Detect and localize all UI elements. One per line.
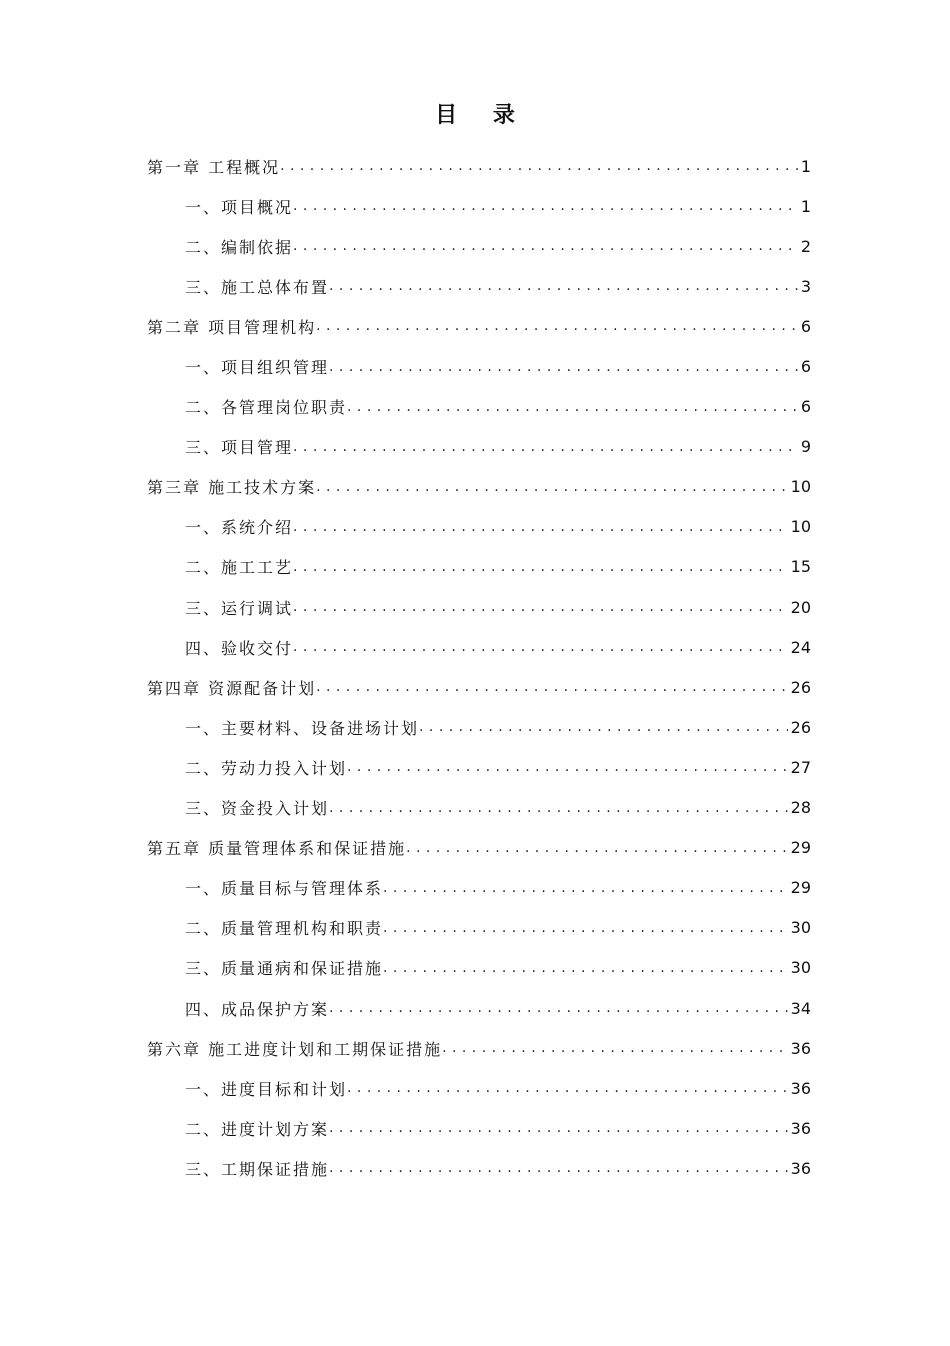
toc-dot-leader	[406, 838, 788, 858]
toc-dot-leader	[316, 677, 788, 697]
toc-dot-leader	[280, 156, 798, 176]
toc-chapter-entry[interactable]	[147, 306, 811, 346]
toc-page-number: 20	[790, 597, 811, 617]
toc-page-number: 36	[790, 1158, 811, 1178]
toc-section-entry[interactable]	[147, 507, 811, 547]
toc-page-number: 29	[790, 838, 811, 858]
toc-entry-label: 一、项目概况	[185, 197, 294, 217]
toc-entry-label: 三、运行调试	[185, 598, 294, 618]
toc-section-entry[interactable]	[147, 186, 811, 226]
toc-dot-leader	[383, 878, 788, 898]
toc-dot-leader	[347, 397, 798, 417]
toc-page-number: 26	[790, 677, 811, 697]
toc-title: 目 录	[435, 103, 529, 128]
toc-page-number: 36	[790, 1078, 811, 1098]
toc-page-number: 3	[800, 276, 811, 296]
toc-chapter-entry[interactable]	[147, 467, 811, 507]
toc-dot-leader	[347, 757, 788, 777]
toc-chapter-entry[interactable]	[147, 1028, 811, 1068]
toc-dot-leader	[329, 276, 798, 296]
toc-page-number: 30	[790, 958, 811, 978]
toc-section-entry[interactable]	[147, 707, 811, 747]
toc-page-number: 15	[790, 557, 811, 577]
toc-section-entry[interactable]	[147, 226, 811, 266]
toc-page-number: 2	[800, 236, 811, 256]
toc-page-number: 10	[790, 477, 811, 497]
toc-section-entry[interactable]	[147, 627, 811, 667]
toc-section-entry[interactable]	[147, 868, 811, 908]
toc-dot-leader	[293, 437, 798, 457]
toc-dot-leader	[293, 597, 788, 617]
toc-page-number: 30	[790, 918, 811, 938]
toc-chapter-entry[interactable]	[147, 146, 811, 186]
toc-dot-leader	[347, 1078, 788, 1098]
toc-dot-leader	[329, 1118, 788, 1138]
toc-page-number: 6	[800, 397, 811, 417]
toc-section-entry[interactable]	[147, 547, 811, 587]
toc-entry-label: 第二章 项目管理机构	[147, 317, 317, 337]
toc-section-entry[interactable]	[147, 1148, 811, 1188]
toc-section-entry[interactable]	[147, 587, 811, 627]
toc-section-entry[interactable]	[147, 266, 811, 306]
toc-page-number: 36	[790, 1118, 811, 1138]
toc-dot-leader	[329, 998, 788, 1018]
toc-page-number: 1	[800, 196, 811, 216]
toc-entry-label: 四、成品保护方案	[185, 999, 330, 1019]
toc-section-entry[interactable]	[147, 908, 811, 948]
toc-section-entry[interactable]	[147, 788, 811, 828]
toc-entry-label: 一、系统介绍	[185, 518, 294, 538]
toc-dot-leader	[383, 918, 788, 938]
toc-section-entry[interactable]	[147, 1068, 811, 1108]
toc-entry-label: 三、质量通病和保证措施	[185, 959, 384, 979]
toc-dot-leader	[316, 316, 798, 336]
toc-dot-leader	[316, 477, 788, 497]
toc-dot-leader	[293, 637, 788, 657]
toc-page-number: 26	[790, 717, 811, 737]
toc-entry-label: 三、施工总体布置	[185, 277, 330, 297]
toc-chapter-entry[interactable]	[147, 667, 811, 707]
toc-page-number: 6	[800, 357, 811, 377]
toc-entry-label: 三、项目管理	[185, 438, 294, 458]
toc-section-entry[interactable]	[147, 1108, 811, 1148]
toc-page-number: 29	[790, 878, 811, 898]
toc-entry-label: 第三章 施工技术方案	[147, 478, 317, 498]
toc-dot-leader	[442, 1038, 788, 1058]
toc-entry-label: 二、劳动力投入计划	[185, 758, 348, 778]
toc-page-number: 6	[800, 316, 811, 336]
toc-section-entry[interactable]	[147, 988, 811, 1028]
toc-page-number: 24	[790, 637, 811, 657]
toc-dot-leader	[329, 1158, 788, 1178]
toc-entry-label: 一、项目组织管理	[185, 358, 330, 378]
toc-entry-label: 第四章 资源配备计划	[147, 678, 317, 698]
toc-entry-label: 三、资金投入计划	[185, 799, 330, 819]
toc-dot-leader	[329, 357, 798, 377]
toc-chapter-entry[interactable]	[147, 828, 811, 868]
toc-page-number: 10	[790, 517, 811, 537]
toc-list	[147, 146, 811, 1188]
toc-entry-label: 二、施工工艺	[185, 558, 294, 578]
toc-entry-label: 二、各管理岗位职责	[185, 398, 348, 418]
toc-dot-leader	[293, 517, 788, 537]
toc-entry-label: 二、编制依据	[185, 237, 294, 257]
toc-dot-leader	[329, 798, 788, 818]
toc-page-number: 1	[800, 156, 811, 176]
toc-dot-leader	[293, 196, 798, 216]
toc-entry-label: 第一章 工程概况	[147, 157, 281, 177]
toc-entry-label: 二、质量管理机构和职责	[185, 919, 384, 939]
toc-page-number: 34	[790, 998, 811, 1018]
toc-dot-leader	[293, 236, 798, 256]
toc-page-number: 36	[790, 1038, 811, 1058]
toc-entry-label: 一、主要材料、设备进场计划	[185, 718, 420, 738]
toc-section-entry[interactable]	[147, 387, 811, 427]
toc-page-number: 28	[790, 798, 811, 818]
toc-entry-label: 第六章 施工进度计划和工期保证措施	[147, 1039, 443, 1059]
toc-section-entry[interactable]	[147, 948, 811, 988]
toc-entry-label: 一、质量目标与管理体系	[185, 879, 384, 899]
toc-entry-label: 第五章 质量管理体系和保证措施	[147, 839, 407, 859]
toc-entry-label: 二、进度计划方案	[185, 1119, 330, 1139]
toc-section-entry[interactable]	[147, 427, 811, 467]
toc-page-number: 9	[800, 437, 811, 457]
toc-entry-label: 三、工期保证措施	[185, 1159, 330, 1179]
toc-entry-label: 四、验收交付	[185, 638, 294, 658]
toc-section-entry[interactable]	[147, 346, 811, 386]
toc-dot-leader	[383, 958, 788, 978]
toc-page-number: 27	[790, 757, 811, 777]
toc-dot-leader	[419, 717, 788, 737]
toc-dot-leader	[293, 557, 788, 577]
toc-section-entry[interactable]	[147, 747, 811, 787]
toc-entry-label: 一、进度目标和计划	[185, 1079, 348, 1099]
